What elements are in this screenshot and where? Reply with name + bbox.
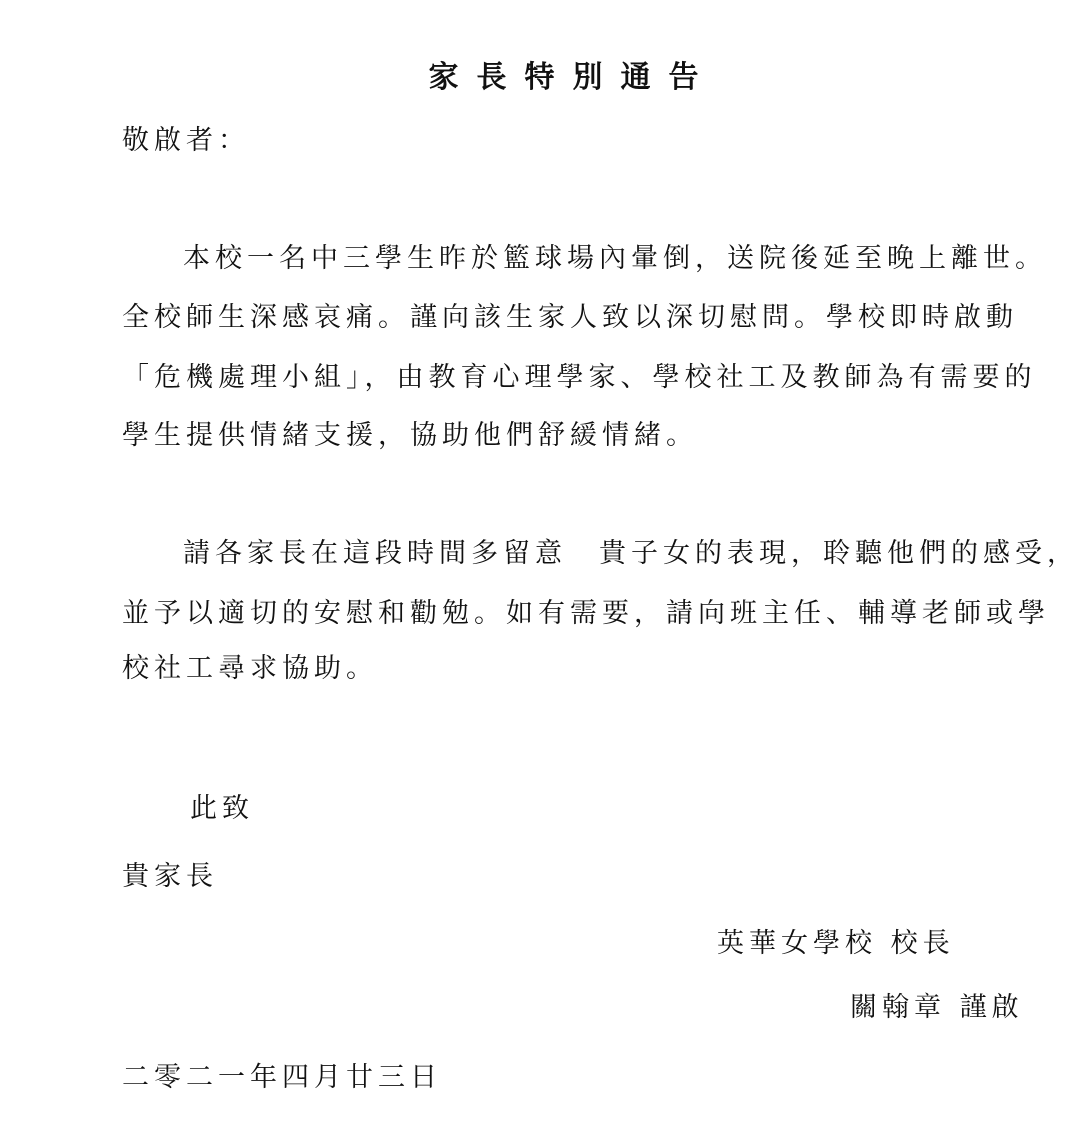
paragraph-2-line-2: 並予以適切的安慰和勸勉。如有需要，請向班主任、輔導老師或學: [122, 598, 1050, 629]
principal-signature: 關翰章 謹啟: [850, 992, 1024, 1023]
paragraph-1-line-1: 本校一名中三學生昨於籃球場內暈倒，送院後延至晚上離世。: [183, 243, 1047, 274]
salutation: 敬啟者：: [122, 125, 250, 156]
paragraph-1-line-3: 「危機處理小組」，由教育心理學家、學校社工及教師為有需要的: [122, 362, 1037, 393]
recipient: 貴家長: [122, 861, 218, 892]
paragraph-1-line-4: 學生提供情緒支援，協助他們舒緩情緒。: [122, 420, 698, 451]
school-signature: 英華女學校 校長: [717, 928, 955, 959]
closing: 此致: [190, 793, 254, 824]
paragraph-2-line-3: 校社工尋求協助。: [122, 653, 378, 684]
paragraph-2-line-1: 請各家長在這段時間多留意 貴子女的表現，聆聽他們的感受，: [183, 538, 1079, 569]
notice-title: 家長特別通告: [428, 60, 717, 95]
paragraph-1-line-2: 全校師生深感哀痛。謹向該生家人致以深切慰問。學校即時啟動: [122, 302, 1018, 333]
notice-date: 二零二一年四月廿三日: [122, 1062, 442, 1093]
